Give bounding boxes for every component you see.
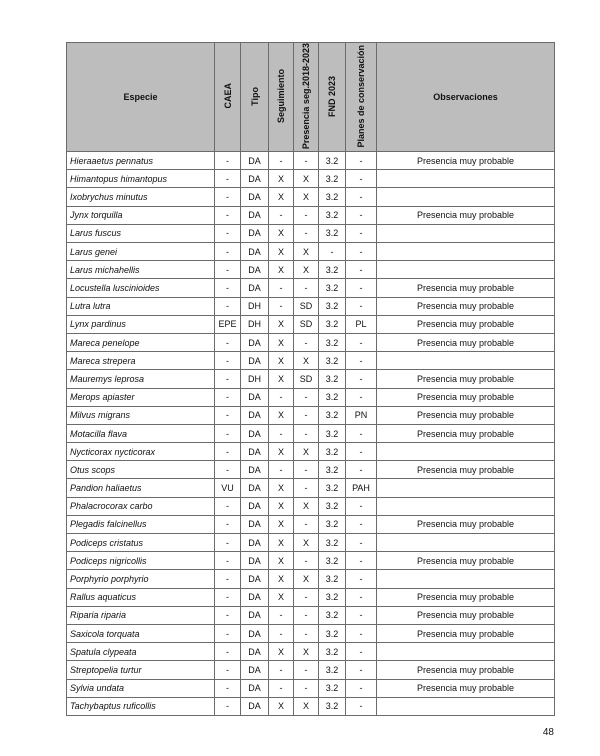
cell-tipo: DA (241, 624, 269, 642)
cell-presencia: X (294, 443, 319, 461)
cell-tipo: DA (241, 333, 269, 351)
cell-fnd: 3.2 (319, 424, 346, 442)
table-row (67, 352, 555, 370)
cell-observaciones (377, 697, 555, 715)
cell-caea: EPE (215, 315, 241, 333)
table-row (67, 624, 555, 642)
table-row (67, 279, 555, 297)
cell-especie: Lynx pardinus (67, 315, 215, 333)
cell-caea: - (215, 279, 241, 297)
cell-observaciones: Presencia muy probable (377, 152, 555, 170)
cell-especie: Larus fuscus (67, 224, 215, 242)
cell-planes: - (346, 370, 377, 388)
cell-observaciones (377, 643, 555, 661)
cell-seguimiento: X (269, 588, 294, 606)
cell-observaciones (377, 224, 555, 242)
cell-tipo: DA (241, 679, 269, 697)
cell-tipo: DA (241, 515, 269, 533)
cell-presencia: X (294, 497, 319, 515)
table-row (67, 606, 555, 624)
cell-planes: - (346, 497, 377, 515)
cell-caea: - (215, 388, 241, 406)
cell-fnd: 3.2 (319, 515, 346, 533)
cell-especie: Podiceps cristatus (67, 534, 215, 552)
cell-presencia: - (294, 279, 319, 297)
cell-seguimiento: X (269, 315, 294, 333)
cell-seguimiento: X (269, 570, 294, 588)
cell-planes: - (346, 624, 377, 642)
cell-seguimiento: X (269, 515, 294, 533)
header-presencia-label: Presencia seg.2018-2023 (301, 43, 311, 150)
cell-caea: - (215, 406, 241, 424)
cell-observaciones (377, 352, 555, 370)
cell-tipo: DH (241, 297, 269, 315)
cell-fnd: 3.2 (319, 461, 346, 479)
header-caea (215, 43, 241, 152)
cell-caea: - (215, 352, 241, 370)
table-row (67, 479, 555, 497)
cell-seguimiento: X (269, 443, 294, 461)
table-row (67, 679, 555, 697)
header-caea-label: CAEA (222, 83, 233, 109)
cell-seguimiento: - (269, 206, 294, 224)
cell-observaciones (377, 188, 555, 206)
cell-planes: - (346, 188, 377, 206)
cell-especie: Otus scops (67, 461, 215, 479)
cell-presencia: - (294, 388, 319, 406)
cell-fnd: 3.2 (319, 479, 346, 497)
cell-seguimiento: X (269, 479, 294, 497)
cell-especie: Jynx torquilla (67, 206, 215, 224)
cell-seguimiento: - (269, 388, 294, 406)
table-row (67, 224, 555, 242)
cell-caea: - (215, 497, 241, 515)
cell-observaciones: Presencia muy probable (377, 515, 555, 533)
cell-caea: - (215, 206, 241, 224)
cell-caea: - (215, 333, 241, 351)
cell-especie: Merops apiaster (67, 388, 215, 406)
cell-caea: - (215, 297, 241, 315)
cell-planes: - (346, 534, 377, 552)
cell-observaciones (377, 570, 555, 588)
cell-planes: - (346, 697, 377, 715)
cell-presencia: - (294, 224, 319, 242)
cell-especie: Lutra lutra (67, 297, 215, 315)
cell-tipo: DH (241, 315, 269, 333)
cell-especie: Sylvia undata (67, 679, 215, 697)
cell-tipo: DA (241, 279, 269, 297)
cell-presencia: X (294, 643, 319, 661)
cell-especie: Mareca penelope (67, 333, 215, 351)
table-row (67, 170, 555, 188)
cell-caea: - (215, 370, 241, 388)
cell-planes: - (346, 152, 377, 170)
cell-presencia: X (294, 697, 319, 715)
cell-fnd: 3.2 (319, 352, 346, 370)
cell-seguimiento: X (269, 406, 294, 424)
cell-caea: - (215, 679, 241, 697)
cell-caea: - (215, 643, 241, 661)
cell-fnd: 3.2 (319, 497, 346, 515)
table-row (67, 370, 555, 388)
cell-planes: - (346, 279, 377, 297)
cell-presencia: SD (294, 370, 319, 388)
cell-fnd: 3.2 (319, 624, 346, 642)
cell-tipo: DA (241, 497, 269, 515)
cell-especie: Motacilla flava (67, 424, 215, 442)
cell-especie: Larus michahellis (67, 261, 215, 279)
page-number: 48 (542, 727, 554, 738)
table-row (67, 297, 555, 315)
table-row (67, 515, 555, 533)
table-row (67, 388, 555, 406)
cell-fnd: 3.2 (319, 224, 346, 242)
cell-planes: - (346, 388, 377, 406)
cell-planes: - (346, 206, 377, 224)
cell-fnd: 3.2 (319, 406, 346, 424)
cell-seguimiento: X (269, 333, 294, 351)
cell-observaciones: Presencia muy probable (377, 424, 555, 442)
cell-presencia: - (294, 661, 319, 679)
cell-especie: Hieraaetus pennatus (67, 152, 215, 170)
cell-seguimiento: - (269, 661, 294, 679)
cell-especie: Nycticorax nycticorax (67, 443, 215, 461)
cell-fnd: 3.2 (319, 152, 346, 170)
cell-caea: - (215, 606, 241, 624)
cell-caea: VU (215, 479, 241, 497)
header-observaciones: Observaciones (377, 43, 555, 152)
cell-tipo: DA (241, 352, 269, 370)
cell-tipo: DA (241, 534, 269, 552)
cell-fnd: 3.2 (319, 552, 346, 570)
header-tipo-label: Tipo (249, 86, 260, 106)
cell-observaciones (377, 497, 555, 515)
cell-fnd: 3.2 (319, 279, 346, 297)
cell-fnd: - (319, 243, 346, 261)
cell-presencia: X (294, 170, 319, 188)
cell-caea: - (215, 534, 241, 552)
cell-tipo: DA (241, 661, 269, 679)
table-row (67, 552, 555, 570)
cell-seguimiento: X (269, 261, 294, 279)
cell-planes: - (346, 552, 377, 570)
cell-especie: Mareca strepera (67, 352, 215, 370)
cell-observaciones: Presencia muy probable (377, 406, 555, 424)
cell-especie: Phalacrocorax carbo (67, 497, 215, 515)
cell-observaciones: Presencia muy probable (377, 206, 555, 224)
cell-caea: - (215, 552, 241, 570)
cell-seguimiento: X (269, 697, 294, 715)
header-tipo (241, 43, 269, 152)
cell-observaciones (377, 479, 555, 497)
cell-fnd: 3.2 (319, 170, 346, 188)
cell-tipo: DH (241, 370, 269, 388)
cell-seguimiento: - (269, 624, 294, 642)
cell-tipo: DA (241, 261, 269, 279)
cell-caea: - (215, 170, 241, 188)
cell-caea: - (215, 424, 241, 442)
cell-tipo: DA (241, 479, 269, 497)
table-row (67, 206, 555, 224)
cell-especie: Pandion haliaetus (67, 479, 215, 497)
cell-planes: - (346, 243, 377, 261)
cell-especie: Porphyrio porphyrio (67, 570, 215, 588)
cell-fnd: 3.2 (319, 697, 346, 715)
cell-seguimiento: X (269, 643, 294, 661)
cell-seguimiento: - (269, 279, 294, 297)
cell-seguimiento: X (269, 497, 294, 515)
cell-presencia: X (294, 570, 319, 588)
cell-fnd: 3.2 (319, 261, 346, 279)
cell-fnd: 3.2 (319, 315, 346, 333)
cell-fnd: 3.2 (319, 388, 346, 406)
header-planes-label: Planes de conservación (356, 44, 366, 148)
cell-presencia: - (294, 461, 319, 479)
cell-tipo: DA (241, 188, 269, 206)
table-header (67, 43, 555, 152)
cell-caea: - (215, 461, 241, 479)
cell-presencia: - (294, 206, 319, 224)
cell-caea: - (215, 152, 241, 170)
table-row (67, 243, 555, 261)
cell-tipo: DA (241, 461, 269, 479)
header-row (67, 43, 555, 152)
cell-especie: Locustella luscinioides (67, 279, 215, 297)
cell-tipo: DA (241, 588, 269, 606)
cell-observaciones (377, 443, 555, 461)
cell-observaciones (377, 170, 555, 188)
table-row (67, 261, 555, 279)
cell-planes: - (346, 570, 377, 588)
header-planes (346, 43, 377, 152)
table-row (67, 643, 555, 661)
cell-fnd: 3.2 (319, 534, 346, 552)
cell-seguimiento: - (269, 606, 294, 624)
cell-especie: Riparia riparia (67, 606, 215, 624)
cell-especie: Plegadis falcinellus (67, 515, 215, 533)
cell-tipo: DA (241, 697, 269, 715)
cell-planes: - (346, 352, 377, 370)
cell-tipo: DA (241, 552, 269, 570)
cell-caea: - (215, 261, 241, 279)
cell-presencia: SD (294, 297, 319, 315)
cell-presencia: X (294, 188, 319, 206)
cell-caea: - (215, 588, 241, 606)
cell-seguimiento: - (269, 297, 294, 315)
cell-caea: - (215, 697, 241, 715)
cell-fnd: 3.2 (319, 297, 346, 315)
cell-planes: - (346, 261, 377, 279)
table-row (67, 443, 555, 461)
cell-tipo: DA (241, 443, 269, 461)
cell-caea: - (215, 224, 241, 242)
cell-planes: - (346, 643, 377, 661)
header-seguimiento (269, 43, 294, 152)
cell-fnd: 3.2 (319, 661, 346, 679)
table-row (67, 424, 555, 442)
cell-planes: - (346, 679, 377, 697)
table-row (67, 406, 555, 424)
cell-tipo: DA (241, 152, 269, 170)
header-seguimiento-label: Seguimiento (276, 69, 286, 124)
cell-tipo: DA (241, 170, 269, 188)
cell-presencia: - (294, 406, 319, 424)
cell-seguimiento: X (269, 224, 294, 242)
cell-presencia: - (294, 606, 319, 624)
cell-seguimiento: X (269, 352, 294, 370)
cell-tipo: DA (241, 406, 269, 424)
cell-seguimiento: X (269, 243, 294, 261)
cell-planes: - (346, 515, 377, 533)
table-row (67, 661, 555, 679)
cell-seguimiento: X (269, 534, 294, 552)
table-row (67, 534, 555, 552)
cell-seguimiento: - (269, 152, 294, 170)
cell-planes: - (346, 606, 377, 624)
cell-especie: Streptopelia turtur (67, 661, 215, 679)
cell-presencia: - (294, 588, 319, 606)
table-row (67, 152, 555, 170)
cell-fnd: 3.2 (319, 333, 346, 351)
cell-caea: - (215, 570, 241, 588)
cell-seguimiento: - (269, 461, 294, 479)
cell-planes: - (346, 661, 377, 679)
table-row (67, 570, 555, 588)
cell-observaciones: Presencia muy probable (377, 606, 555, 624)
cell-observaciones: Presencia muy probable (377, 388, 555, 406)
cell-observaciones: Presencia muy probable (377, 679, 555, 697)
cell-planes: - (346, 588, 377, 606)
cell-fnd: 3.2 (319, 570, 346, 588)
cell-observaciones: Presencia muy probable (377, 297, 555, 315)
table-row (67, 315, 555, 333)
cell-fnd: 3.2 (319, 443, 346, 461)
header-especie: Especie (67, 43, 215, 152)
table-row (67, 333, 555, 351)
cell-presencia: X (294, 243, 319, 261)
cell-observaciones: Presencia muy probable (377, 461, 555, 479)
cell-observaciones (377, 243, 555, 261)
cell-caea: - (215, 188, 241, 206)
cell-presencia: SD (294, 315, 319, 333)
cell-fnd: 3.2 (319, 588, 346, 606)
cell-especie: Ixobrychus minutus (67, 188, 215, 206)
cell-planes: - (346, 224, 377, 242)
cell-fnd: 3.2 (319, 679, 346, 697)
cell-fnd: 3.2 (319, 370, 346, 388)
cell-tipo: DA (241, 224, 269, 242)
cell-especie: Milvus migrans (67, 406, 215, 424)
cell-observaciones: Presencia muy probable (377, 370, 555, 388)
cell-presencia: X (294, 261, 319, 279)
cell-seguimiento: - (269, 424, 294, 442)
cell-especie: Mauremys leprosa (67, 370, 215, 388)
table-row (67, 697, 555, 715)
cell-seguimiento: X (269, 188, 294, 206)
cell-observaciones: Presencia muy probable (377, 661, 555, 679)
cell-observaciones (377, 261, 555, 279)
cell-fnd: 3.2 (319, 188, 346, 206)
header-fnd-label: FND 2023 (327, 75, 337, 117)
cell-planes: - (346, 170, 377, 188)
cell-presencia: - (294, 479, 319, 497)
cell-tipo: DA (241, 570, 269, 588)
cell-especie: Podiceps nigricollis (67, 552, 215, 570)
cell-presencia: - (294, 333, 319, 351)
cell-planes: PN (346, 406, 377, 424)
cell-caea: - (215, 515, 241, 533)
cell-especie: Rallus aquaticus (67, 588, 215, 606)
cell-fnd: 3.2 (319, 643, 346, 661)
header-fnd (319, 43, 346, 152)
cell-observaciones: Presencia muy probable (377, 279, 555, 297)
cell-seguimiento: X (269, 170, 294, 188)
cell-observaciones: Presencia muy probable (377, 552, 555, 570)
cell-caea: - (215, 624, 241, 642)
cell-presencia: - (294, 515, 319, 533)
cell-tipo: DA (241, 643, 269, 661)
cell-presencia: - (294, 152, 319, 170)
cell-observaciones: Presencia muy probable (377, 624, 555, 642)
cell-observaciones: Presencia muy probable (377, 315, 555, 333)
cell-presencia: X (294, 352, 319, 370)
cell-caea: - (215, 661, 241, 679)
cell-presencia: - (294, 424, 319, 442)
table-row (67, 461, 555, 479)
cell-seguimiento: - (269, 679, 294, 697)
cell-planes: - (346, 297, 377, 315)
cell-presencia: - (294, 552, 319, 570)
cell-tipo: DA (241, 424, 269, 442)
table-row (67, 497, 555, 515)
table-row (67, 588, 555, 606)
cell-fnd: 3.2 (319, 606, 346, 624)
cell-planes: - (346, 443, 377, 461)
cell-especie: Spatula clypeata (67, 643, 215, 661)
cell-seguimiento: X (269, 370, 294, 388)
header-presencia (294, 43, 319, 152)
cell-tipo: DA (241, 606, 269, 624)
table-body (67, 152, 555, 716)
cell-planes: - (346, 424, 377, 442)
cell-presencia: - (294, 679, 319, 697)
cell-presencia: - (294, 624, 319, 642)
cell-tipo: DA (241, 206, 269, 224)
cell-tipo: DA (241, 388, 269, 406)
cell-especie: Larus genei (67, 243, 215, 261)
cell-observaciones: Presencia muy probable (377, 588, 555, 606)
species-table (66, 42, 555, 716)
cell-especie: Saxicola torquata (67, 624, 215, 642)
cell-planes: PL (346, 315, 377, 333)
cell-especie: Himantopus himantopus (67, 170, 215, 188)
cell-caea: - (215, 243, 241, 261)
cell-planes: PAH (346, 479, 377, 497)
cell-presencia: X (294, 534, 319, 552)
cell-planes: - (346, 333, 377, 351)
cell-fnd: 3.2 (319, 206, 346, 224)
cell-planes: - (346, 461, 377, 479)
cell-observaciones (377, 534, 555, 552)
cell-tipo: DA (241, 243, 269, 261)
cell-seguimiento: X (269, 552, 294, 570)
cell-especie: Tachybaptus ruficollis (67, 697, 215, 715)
table-row (67, 188, 555, 206)
cell-observaciones: Presencia muy probable (377, 333, 555, 351)
cell-caea: - (215, 443, 241, 461)
